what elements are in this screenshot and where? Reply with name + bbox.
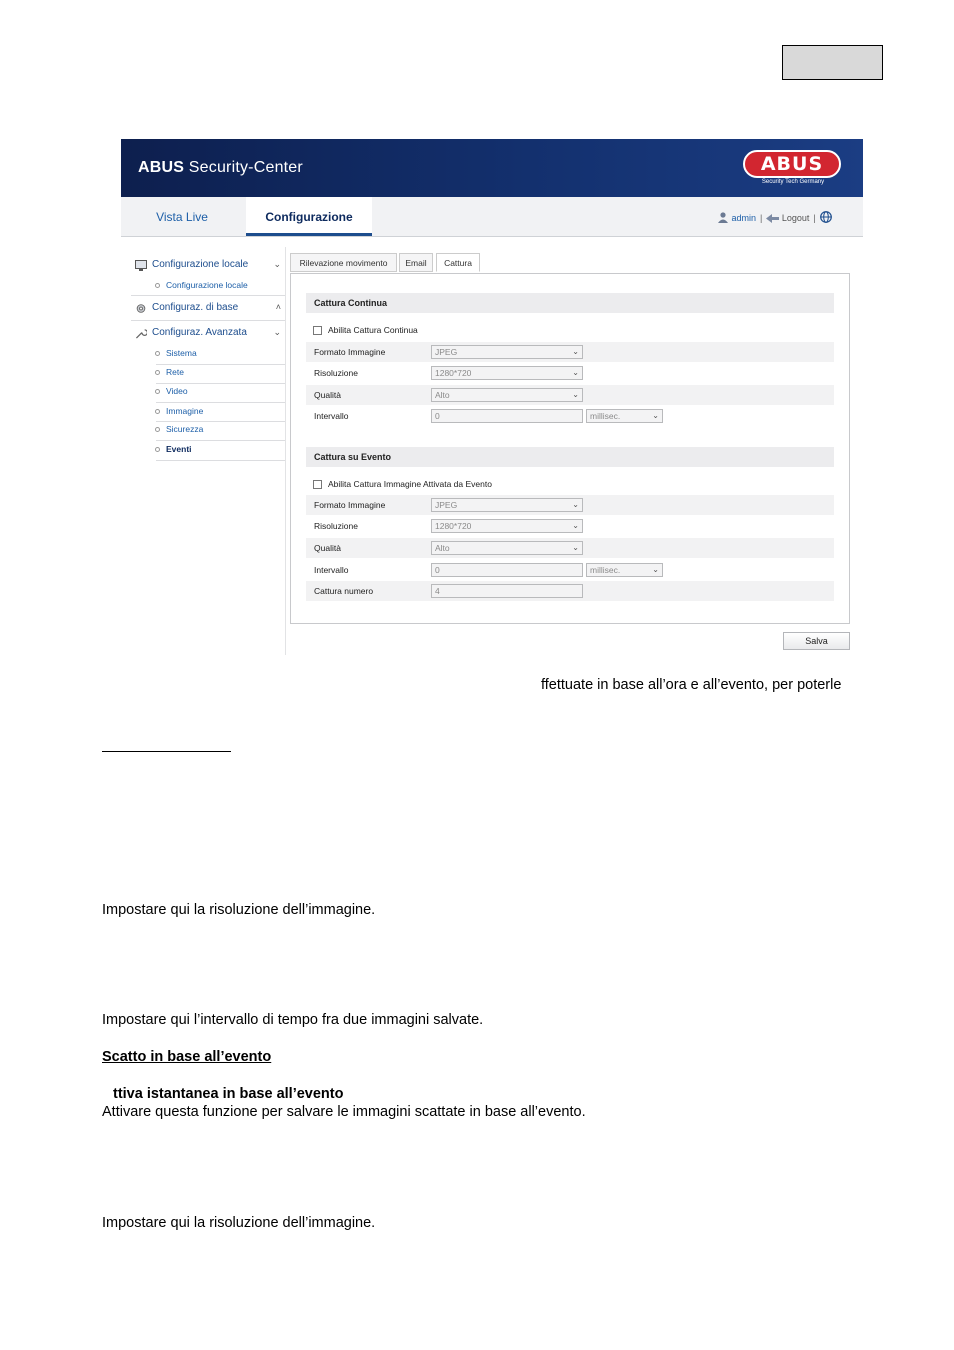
gear-icon [135, 303, 147, 314]
divider [156, 383, 285, 384]
chevron-down-icon: ⌄ [572, 543, 579, 552]
sidebar-item-image[interactable]: Immagine [166, 406, 203, 416]
username-link[interactable]: admin [731, 213, 757, 223]
divider [131, 320, 285, 321]
event-format-label: Formato Immagine [314, 500, 386, 510]
monitor-icon [135, 260, 147, 271]
sidebar-item-network[interactable]: Rete [166, 367, 184, 377]
enable-event-checkbox[interactable] [313, 480, 322, 489]
abus-logo-text: ABUS [743, 150, 841, 178]
divider [156, 421, 285, 422]
divider [156, 402, 285, 403]
cont-resolution-label: Risoluzione [314, 368, 358, 378]
chevron-down-icon: ⌄ [652, 565, 659, 574]
bullet-icon [155, 409, 160, 414]
globe-icon[interactable] [820, 211, 832, 223]
divider [156, 364, 285, 365]
user-icon [717, 212, 729, 223]
event-format-row [306, 495, 834, 515]
cont-format-label: Formato Immagine [314, 347, 386, 357]
cont-format-row [306, 342, 834, 362]
cont-interval-label: Intervallo [314, 411, 349, 421]
sidebar-item-video[interactable]: Video [166, 386, 188, 396]
top-nav [121, 197, 863, 237]
event-count-input[interactable]: 4 [431, 584, 583, 598]
bullet-icon [155, 283, 160, 288]
bullet-icon [155, 351, 160, 356]
logout-link[interactable]: Logout [781, 213, 810, 223]
bullet-icon [155, 389, 160, 394]
doc-paragraph-activate: Attivare questa funzione per salvare le immagini scattate in base all’evento. [102, 1104, 586, 1120]
abus-tagline: Security Tech Germany [761, 179, 825, 185]
chevron-up-icon: ˄ [275, 302, 281, 312]
event-resolution-row [306, 516, 834, 536]
cont-interval-input[interactable]: 0 [431, 409, 583, 423]
sidebar-item-events[interactable]: Eventi [166, 444, 192, 454]
divider [156, 460, 285, 461]
event-interval-label: Intervallo [314, 565, 349, 575]
tab-configuration[interactable]: Configurazione [246, 197, 372, 236]
event-interval-input[interactable]: 0 [431, 563, 583, 577]
event-count-row [306, 581, 834, 601]
enable-continuous-row[interactable]: Abilita Cattura Continua [313, 325, 418, 335]
chevron-down-icon: ⌄ [572, 390, 579, 399]
event-interval-unit-select[interactable]: millisec. ⌄ [586, 563, 663, 577]
user-bar [717, 211, 832, 223]
bullet-icon [155, 370, 160, 375]
cont-resolution-row [306, 363, 834, 383]
wrench-icon [135, 328, 147, 339]
doc-heading-event-capture: Scatto in base all’evento [102, 1049, 272, 1065]
cont-quality-label: Qualità [314, 390, 341, 400]
abus-logo [741, 149, 845, 191]
event-quality-select[interactable]: Alto ⌄ [431, 541, 583, 555]
chevron-down-icon: ⌄ [652, 411, 659, 420]
doc-paragraph-resolution-2: Impostare qui la risoluzione dell’immagine. [102, 1215, 376, 1231]
app-title: ABUS Security-Center [138, 159, 303, 176]
app-header [121, 139, 863, 197]
sidebar-item-system[interactable]: Sistema [166, 348, 197, 358]
event-count-label: Cattura numero [314, 586, 374, 596]
cont-quality-row [306, 385, 834, 405]
event-format-select[interactable]: JPEG ⌄ [431, 498, 583, 512]
doc-subheading-event-snapshot: ttiva istantanea in base all’evento [113, 1086, 344, 1102]
separator: | [760, 213, 763, 223]
chevron-down-icon: ⌄ [572, 521, 579, 530]
doc-paragraph-interval: Impostare qui l’intervallo di tempo fra due immagini salvate. [102, 1012, 484, 1028]
cont-quality-select[interactable]: Alto ⌄ [431, 388, 583, 402]
doc-paragraph-resolution: Impostare qui la risoluzione dell’immagine. [102, 902, 376, 918]
save-button[interactable]: Salva [783, 632, 850, 650]
divider [131, 295, 285, 296]
chevron-down-icon: ⌄ [273, 327, 281, 337]
chevron-down-icon: ⌄ [273, 259, 281, 269]
doc-text-fragment: ffettuate in base all’ora e all’evento, per poterle [541, 677, 842, 693]
chevron-down-icon: ⌄ [572, 500, 579, 509]
enable-event-row[interactable]: Abilita Cattura Immagine Attivata da Evento [313, 479, 492, 489]
cont-interval-unit-select[interactable]: millisec. ⌄ [586, 409, 663, 423]
divider [156, 440, 285, 441]
section-continuous-capture: Cattura Continua [306, 293, 834, 313]
event-quality-row [306, 538, 834, 558]
tab-motion-detection[interactable]: Rilevazione movimento [290, 253, 397, 272]
event-resolution-label: Risoluzione [314, 521, 358, 531]
event-quality-label: Qualità [314, 543, 341, 553]
chevron-down-icon: ⌄ [572, 347, 579, 356]
bullet-icon [155, 427, 160, 432]
cont-format-select[interactable]: JPEG ⌄ [431, 345, 583, 359]
bullet-icon [155, 447, 160, 452]
heading-underline [102, 751, 231, 752]
page-corner-box [782, 45, 883, 80]
cont-interval-row [306, 406, 834, 426]
chevron-down-icon: ⌄ [572, 368, 579, 377]
sidebar-divider [285, 247, 286, 655]
cont-resolution-select[interactable]: 1280*720 ⌄ [431, 366, 583, 380]
tab-live-view[interactable]: Vista Live [156, 210, 208, 224]
tab-email[interactable]: Email [399, 253, 433, 272]
tab-capture[interactable]: Cattura [436, 253, 480, 272]
sidebar-item-local-config[interactable]: Configurazione locale [166, 280, 248, 290]
logout-icon [766, 214, 779, 223]
sidebar-item-security[interactable]: Sicurezza [166, 424, 203, 434]
enable-continuous-checkbox[interactable] [313, 326, 322, 335]
event-resolution-select[interactable]: 1280*720 ⌄ [431, 519, 583, 533]
event-interval-row [306, 560, 834, 580]
section-event-capture: Cattura su Evento [306, 447, 834, 467]
separator-2: | [813, 213, 816, 223]
web-ui-screenshot: ABUS Security-Center ABUS Security Tech Germany Vista Live Configurazione admin | Logout | Configurazione locale ⌄ Configurazione locale Configuraz. di base ˄ Configuraz. Avanzata ⌄ Sistema Rete Video Immagine Sicurezza Eventi Rilevazione movimento Email Cattura Cattura Continua Abilita Cattura Continua Formato Immagine JPEG ⌄ Risoluzione 1280*720 ⌄ Qualità Alto ⌄ Intervallo 0 millisec. ⌄ Cattura su Evento Abilita Cattura Immagine Attivata da Evento Formato Immagine JPEG ⌄ Risoluzione 1280*720 ⌄ Qualità Alto ⌄ Intervallo 0 millisec. ⌄ Cattura numero 4 Salva [121, 139, 863, 655]
